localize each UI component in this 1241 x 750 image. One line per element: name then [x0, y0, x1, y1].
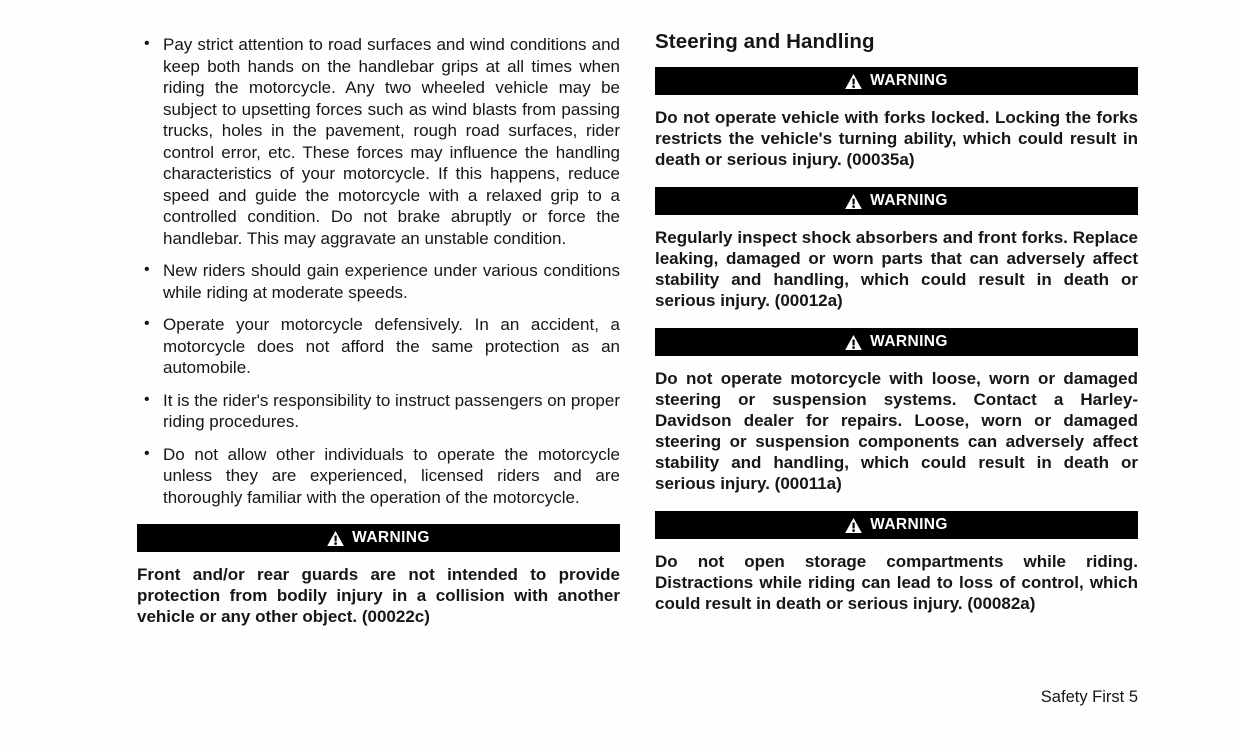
page-number: Safety First 5 [1040, 688, 1138, 706]
bullet-item: • It is the rider's responsibility to instruct passengers on proper riding procedures. [137, 390, 620, 433]
warning-block [655, 187, 1138, 311]
bullet-item: • Pay strict attention to road surfaces and wind conditions and keep both hands on the handlebar grips at all times when riding the motorcycle. Any two wheeled vehicle may be subject to upsetting forces such as wind blasts from passing trucks, holes in the pavement, rough road surfaces, rider control error, etc. These forces may influence the handling characteristics of your motorcycle. If this happens, reduce speed and guide the motorcycle with a relaxed grip to a controlled condition. Do not brake abruptly or force the handlebar. This may aggravate an unstable condition. [137, 34, 620, 249]
warning-paragraph: Front and/or rear guards are not intended to provide protection from bodily injury in a collision with another vehicle or any other object. (00022c) [137, 565, 620, 626]
warning-paragraph: Do not operate vehicle with forks locked. Locking the forks restricts the vehicle's turning ability, which could result in death or serious injury. (00035a) [655, 108, 1138, 169]
warning-label: WARNING [870, 516, 948, 533]
warning-triangle-icon [845, 194, 862, 209]
warning-banner [655, 187, 1138, 215]
warning-label: WARNING [352, 529, 430, 546]
warning-paragraph: Do not open storage compartments while riding. Distractions while riding can lead to loss of control, which could result in death or serious injury. (00082a) [655, 552, 1138, 613]
warning-triangle-icon [845, 335, 862, 350]
left-column [137, 34, 620, 627]
warning-label: WARNING [870, 333, 948, 350]
right-column [655, 30, 1138, 614]
section-heading: Steering and Handling [655, 30, 875, 53]
warning-banner [655, 511, 1138, 539]
warning-triangle-icon [845, 518, 862, 533]
warning-banner [655, 67, 1138, 95]
safety-bullet-list [137, 34, 620, 508]
warning-label: WARNING [870, 72, 948, 89]
bullet-item: • Operate your motorcycle defensively. In an accident, a motorcycle does not afford the same protection as an automobile. [137, 314, 620, 379]
warning-banner [137, 524, 620, 552]
warning-label: WARNING [870, 192, 948, 209]
warning-paragraph: Do not operate motorcycle with loose, worn or damaged steering or suspension systems. Contact a Harley-Davidson dealer for repairs. Loose, worn or damaged steering or suspension components can adversely affect stability and handling, which could result in death or serious injury. (00011a) [655, 369, 1138, 493]
bullet-item: • Do not allow other individuals to operate the motorcycle unless they are experienced, licensed riders and are thoroughly familiar with the operation of the motorcycle. [137, 444, 620, 509]
warning-block [655, 328, 1138, 494]
warning-triangle-icon [845, 74, 862, 89]
warning-triangle-icon [327, 531, 344, 546]
warning-banner [655, 328, 1138, 356]
warning-paragraph: Regularly inspect shock absorbers and front forks. Replace leaking, damaged or worn parts that can adversely affect stability and handling, which could result in death or serious injury. (00012a) [655, 228, 1138, 310]
warning-block [655, 67, 1138, 170]
bullet-item: • New riders should gain experience under various conditions while riding at moderate speeds. [137, 260, 620, 303]
warning-block [655, 511, 1138, 614]
